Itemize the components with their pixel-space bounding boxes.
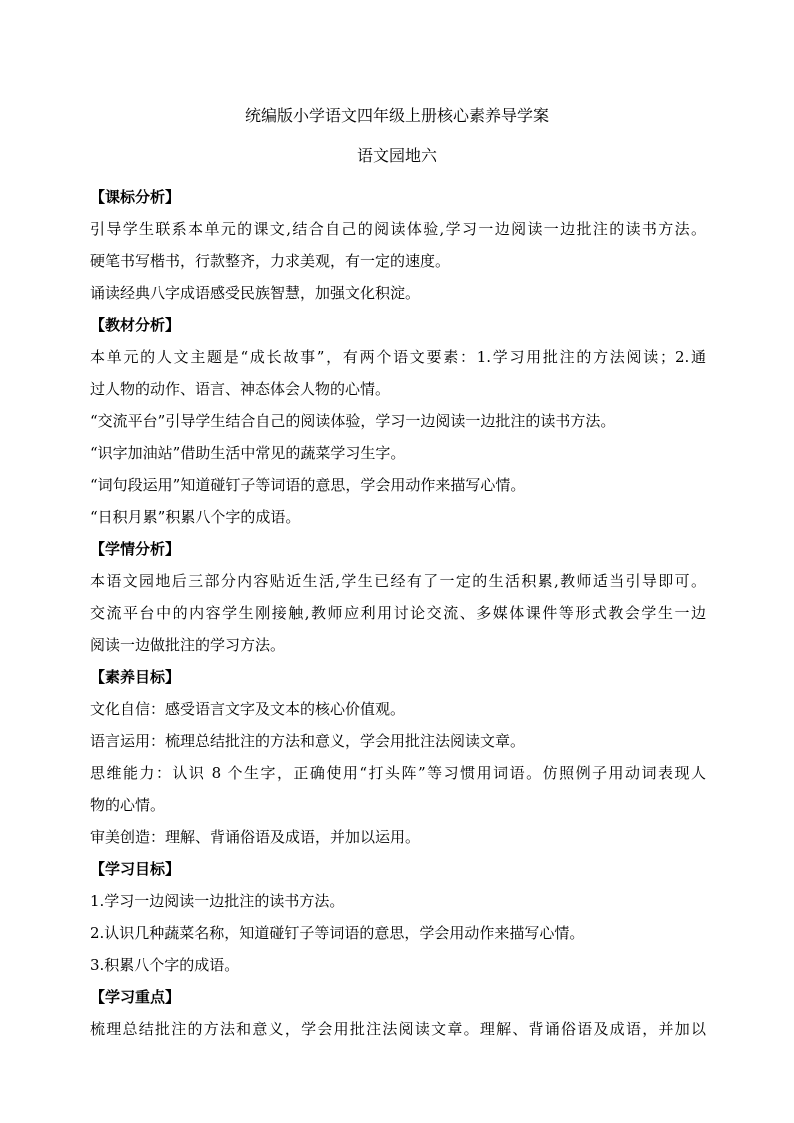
body-text-line: 本单元的人文主题是“成长故事”，有两个语文要素：1.学习用批注的方法阅读；2.通 [90,348,706,366]
body-text-line: 引导学生联系本单元的课文,结合自己的阅读体验,学习一边阅读一边批注的读书方法。 [90,220,706,238]
section-heading: 【素养目标】 [90,668,181,686]
body-text-line: “识字加油站”借助生活中常见的蔬菜学习生字。 [90,444,406,462]
body-text-line: 硬笔书写楷书，行款整齐，力求美观，有一定的速度。 [90,252,451,270]
document-body [90,181,706,1045]
section-heading: 【学习目标】 [90,860,181,878]
body-text-line: 文化自信：感受语言文字及文本的核心价值观。 [90,700,406,718]
body-text-line: 3.积累八个字的成语。 [90,956,240,974]
body-text-line: 物的心情。 [90,796,166,814]
body-text-line: 梳理总结批注的方法和意义，学会用批注法阅读文章。理解、背诵俗语及成语，并加以 [90,1020,706,1038]
body-text-line: 本语文园地后三部分内容贴近生活,学生已经有了一定的生活积累,教师适当引导即可。 [90,572,706,590]
body-text-line: 2.认识几种蔬菜名称，知道碰钉子等词语的意思，学会用动作来描写心情。 [90,924,585,942]
document-subtitle: 语文园地六 [356,146,437,165]
section-heading: 【学情分析】 [90,540,181,558]
body-text-line: 语言运用：梳理总结批注的方法和意义，学会用批注法阅读文章。 [90,732,526,750]
document-title: 统编版小学语文四年级上册核心素养导学案 [244,106,549,125]
section-heading: 【课标分析】 [90,188,181,206]
body-text-line: “交流平台”引导学生结合自己的阅读体验，学习一边阅读一边批注的读书方法。 [90,412,616,430]
body-text-line: “词句段运用”知道碰钉子等词语的意思，学会用动作来描写心情。 [90,476,526,494]
body-text-line: 审美创造：理解、背诵俗语及成语，并加以运用。 [90,828,421,846]
body-text-line: “日积月累”积累八个字的成语。 [90,508,301,526]
body-text-line: 过人物的动作、语言、神态体会人物的心情。 [90,380,391,398]
body-text-line: 1.学习一边阅读一边批注的读书方法。 [90,892,345,910]
body-text-line: 思维能力：认识 8 个生字，正确使用“打头阵”等习惯用词语。仿照例子用动词表现人 [90,764,706,782]
body-text-line: 交流平台中的内容学生刚接触,教师应利用讨论交流、多媒体课件等形式教会学生一边 [90,604,706,622]
section-heading: 【教材分析】 [90,316,181,334]
body-text-line: 阅读一边做批注的学习方法。 [90,636,286,654]
section-heading: 【学习重点】 [90,988,181,1006]
body-text-line: 诵读经典八字成语感受民族智慧，加强文化积淀。 [90,284,421,302]
